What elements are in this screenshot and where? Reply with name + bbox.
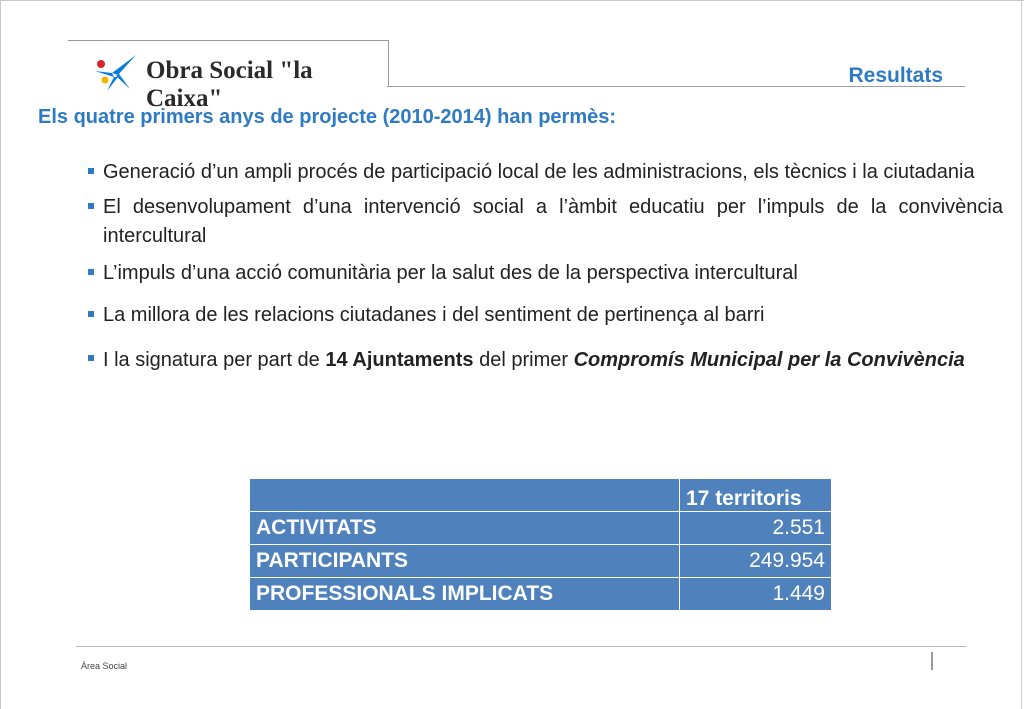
bullet-item (88, 301, 1003, 330)
slide-subtitle: Els quatre primers anys de projecte (2010-2014) han permès: (38, 106, 617, 128)
bullet-text: El desenvolupament d’una intervenció social a l’àmbit educatiu per l’impuls de la convivència intercultural (103, 196, 1003, 247)
bullet-item (88, 259, 1003, 288)
frame-top (0, 0, 1024, 1)
logo-area (68, 40, 389, 112)
bullet-item (88, 158, 1003, 187)
bullet-item (88, 193, 1003, 251)
frame-right (1021, 0, 1022, 709)
square-bullet-icon (88, 269, 94, 275)
bullet-list (88, 158, 1003, 387)
footer-rule (76, 646, 966, 647)
bullet-text: L’impuls d’una acció comunitària per la salut des de la perspectiva intercultural (103, 262, 798, 284)
row-label: PROFESSIONALS IMPLICATS (250, 578, 680, 611)
row-value: 2.551 (680, 512, 832, 545)
bullet-item-commitment (88, 339, 1003, 381)
row-label: PARTICIPANTS (250, 545, 680, 578)
table-row (250, 512, 832, 545)
table-header-row (250, 479, 832, 512)
table-row (250, 545, 832, 578)
section-title: Resultats (848, 64, 943, 87)
square-bullet-icon (88, 311, 94, 317)
footer-text: Àrea Social (81, 661, 128, 671)
square-bullet-icon (88, 203, 94, 209)
row-label: ACTIVITATS (250, 512, 680, 545)
star-icon (92, 53, 138, 91)
bullet-text: Generació d’un ampli procés de participació local de les administracions, els tècnics i la ciutadania (103, 161, 975, 183)
square-bullet-icon (88, 355, 94, 361)
bullet-text: La millora de les relacions ciutadanes i del sentiment de pertinença al barri (103, 304, 765, 326)
table-header-empty (250, 479, 680, 512)
bullet-text-part: I la signatura per part de (103, 349, 326, 371)
footer-divider (931, 652, 933, 670)
bullet-text-bold: 14 Ajuntaments (325, 349, 474, 371)
frame-left (0, 0, 1, 709)
bullet-text-part: del primer (473, 349, 574, 371)
results-table (249, 478, 832, 611)
bullet-text-emphasis: Compromís Municipal per la Convivència (573, 349, 965, 371)
square-bullet-icon (88, 168, 94, 174)
table-row (250, 578, 832, 611)
row-value: 1.449 (680, 578, 832, 611)
logo-text: Obra Social "la Caixa" (146, 57, 313, 112)
table-header-territories: 17 territoris (680, 479, 832, 512)
row-value: 249.954 (680, 545, 832, 578)
